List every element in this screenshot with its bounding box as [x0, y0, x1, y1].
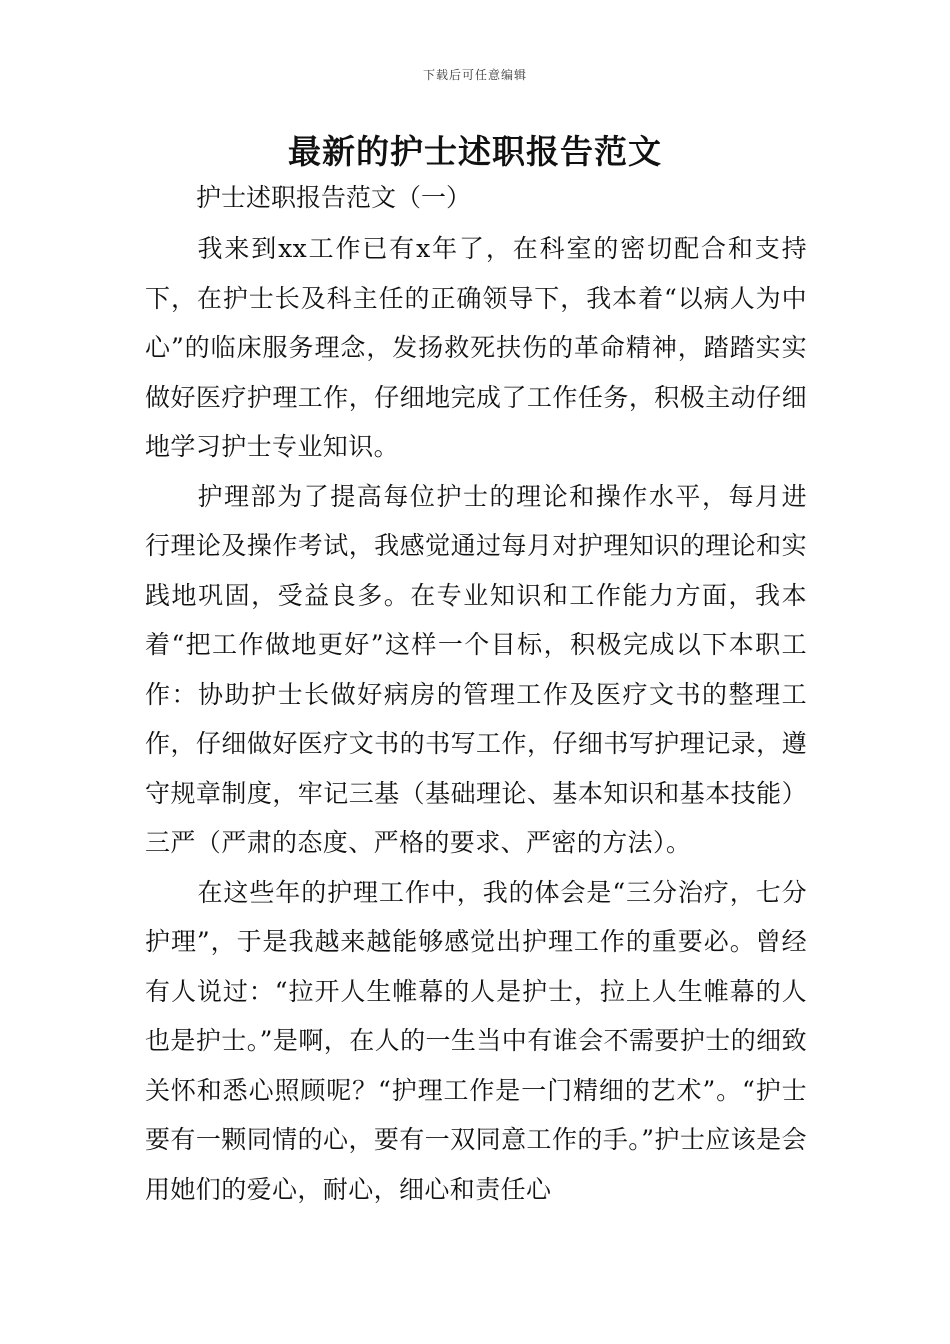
- document-body: [145, 224, 807, 1214]
- document-subtitle: 护士述职报告范文（一）: [196, 183, 472, 212]
- document-title: 最新的护士述职报告范文: [288, 132, 662, 171]
- header-note: 下载后可任意编辑: [422, 68, 527, 82]
- paragraph-1: 我来到xx工作已有x年了，在科室的密切配合和支持下，在护士长及科主任的正确领导下，我本着“以病人为中心”的临床服务理念，发扬救死扶伤的革命精神，踏踏实实做好医疗护理工作，仔细地完成了工作任务，积极主动仔细地学习护士专业知识。: [145, 234, 807, 461]
- paragraph-2: 护理部为了提高每位护士的理论和操作水平，每月进行理论及操作考试，我感觉通过每月对护理知识的理论和实践地巩固，受益良多。在专业知识和工作能力方面，我本着“把工作做地更好”这样一个目标，积极完成以下本职工作：协助护士长做好病房的管理工作及医疗文书的整理工作，仔细做好医疗文书的书写工作，仔细书写护理记录，遵守规章制度，牢记三基（基础理论、基本知识和基本技能）三严（严肃的态度、严格的要求、严密的方法）。: [145, 481, 807, 857]
- paragraph-3: 在这些年的护理工作中，我的体会是“三分治疗，七分护理”，于是我越来越能够感觉出护理工作的重要必。曾经有人说过：“拉开人生帷幕的人是护士，拉上人生帷幕的人也是护士。”是啊，在人的一生当中有谁会不需要护士的细致关怀和悉心照顾呢？“护理工作是一门精细的艺术”。“护士要有一颗同情的心，要有一双同意工作的手。”护士应该是会用她们的爱心，耐心，细心和责任心: [145, 877, 807, 1204]
